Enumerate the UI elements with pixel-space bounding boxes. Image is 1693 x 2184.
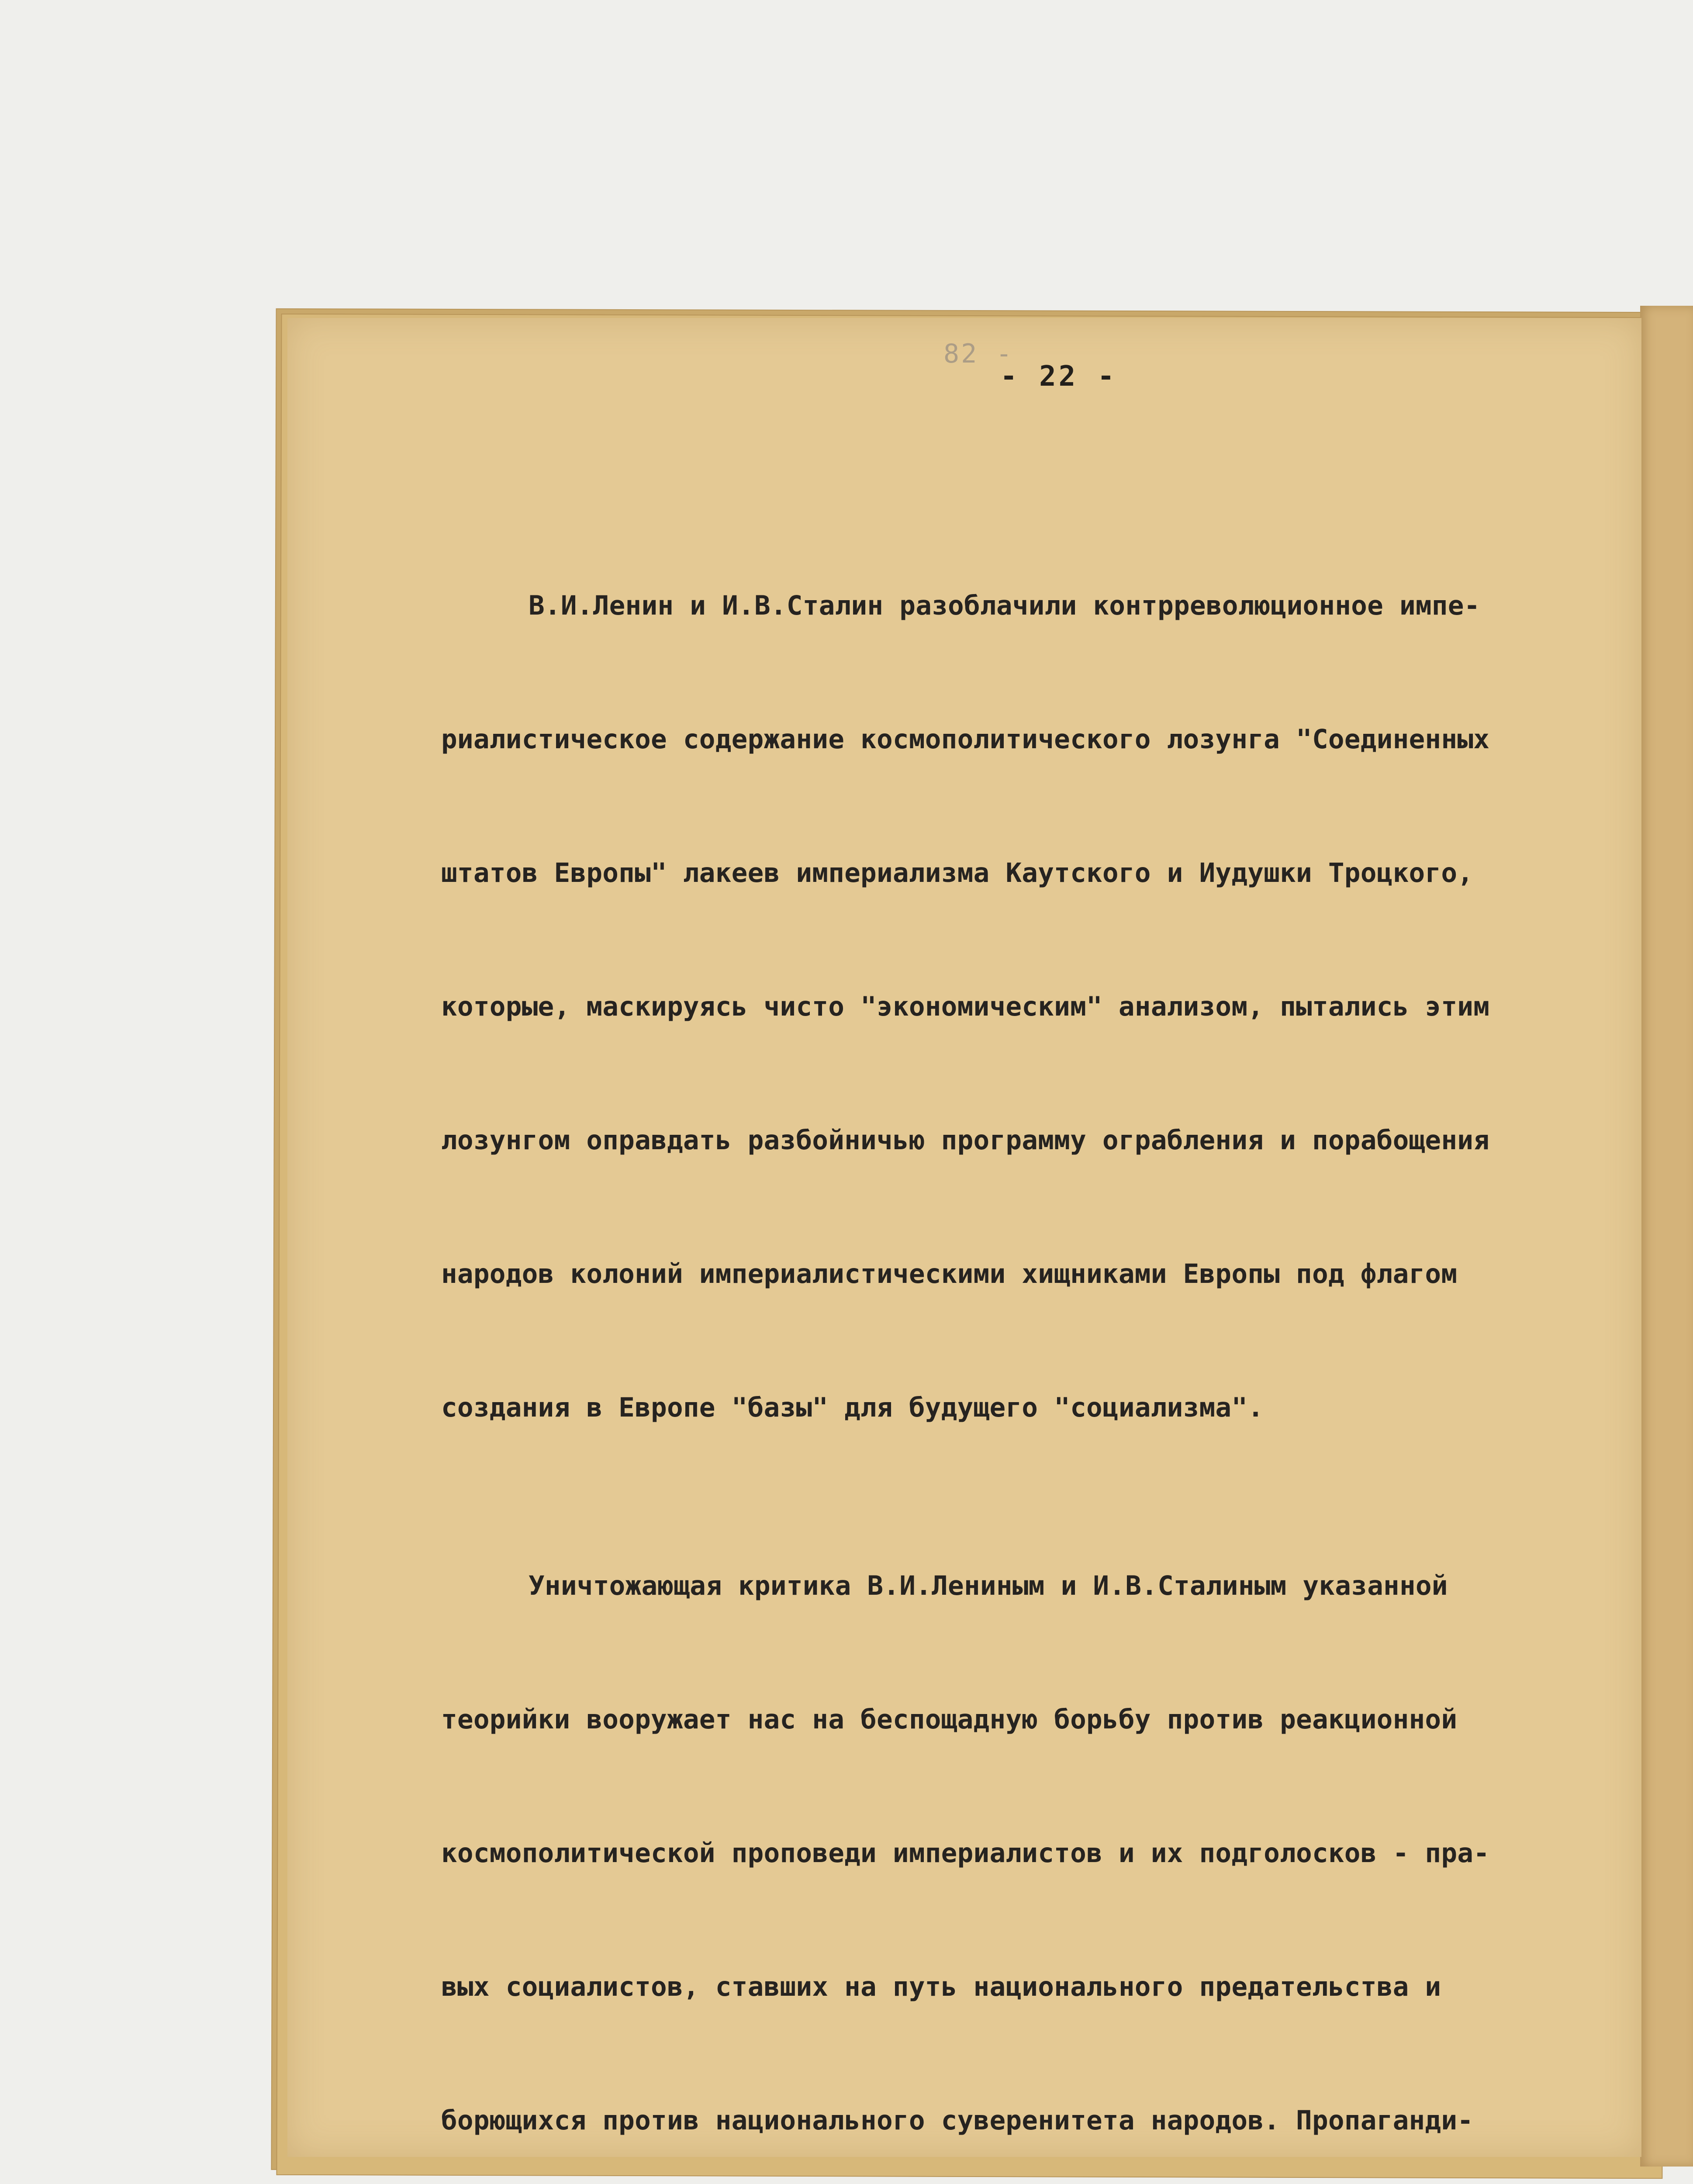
text-line: народов колоний империалистическими хищниками Европы под флагом: [441, 1258, 1458, 1289]
pencil-page-number: 82 -: [943, 339, 1014, 369]
text-line: Уничтожающая критика В.И.Лениным и И.В.Сталиным указанной: [529, 1570, 1448, 1601]
document-body: [441, 450, 1620, 2184]
text-line: которые, маскируясь чисто "экономическим" анализом, пытались этим: [441, 991, 1490, 1022]
text-line: В.И.Ленин и И.В.Сталин разоблачили контрреволюционное импе-: [529, 590, 1480, 621]
text-line: борющихся против национального суверенитета народов. Пропаганди-: [441, 2105, 1474, 2136]
text-line: вых социалистов, ставших на путь национального предательства и: [441, 1971, 1441, 2002]
adjacent-page-edge: [1640, 306, 1693, 2167]
text-line: риалистическое содержание космополитического лозунга "Соединенных: [441, 724, 1490, 755]
text-line: создания в Европе "базы" для будущего "социализма".: [441, 1392, 1264, 1423]
text-line: штатов Европы" лакеев империализма Каутского и Иудушки Троцкого,: [441, 857, 1474, 888]
page-number: - 22 -: [1000, 360, 1117, 393]
text-line: теорийки вооружает нас на беспощадную борьбу против реакционной: [441, 1704, 1458, 1735]
text-line: лозунгом оправдать разбойничью программу ограбления и порабощения: [441, 1125, 1490, 1156]
text-line: космополитической проповеди империалистов и их подголосков - пра-: [441, 1838, 1490, 1869]
